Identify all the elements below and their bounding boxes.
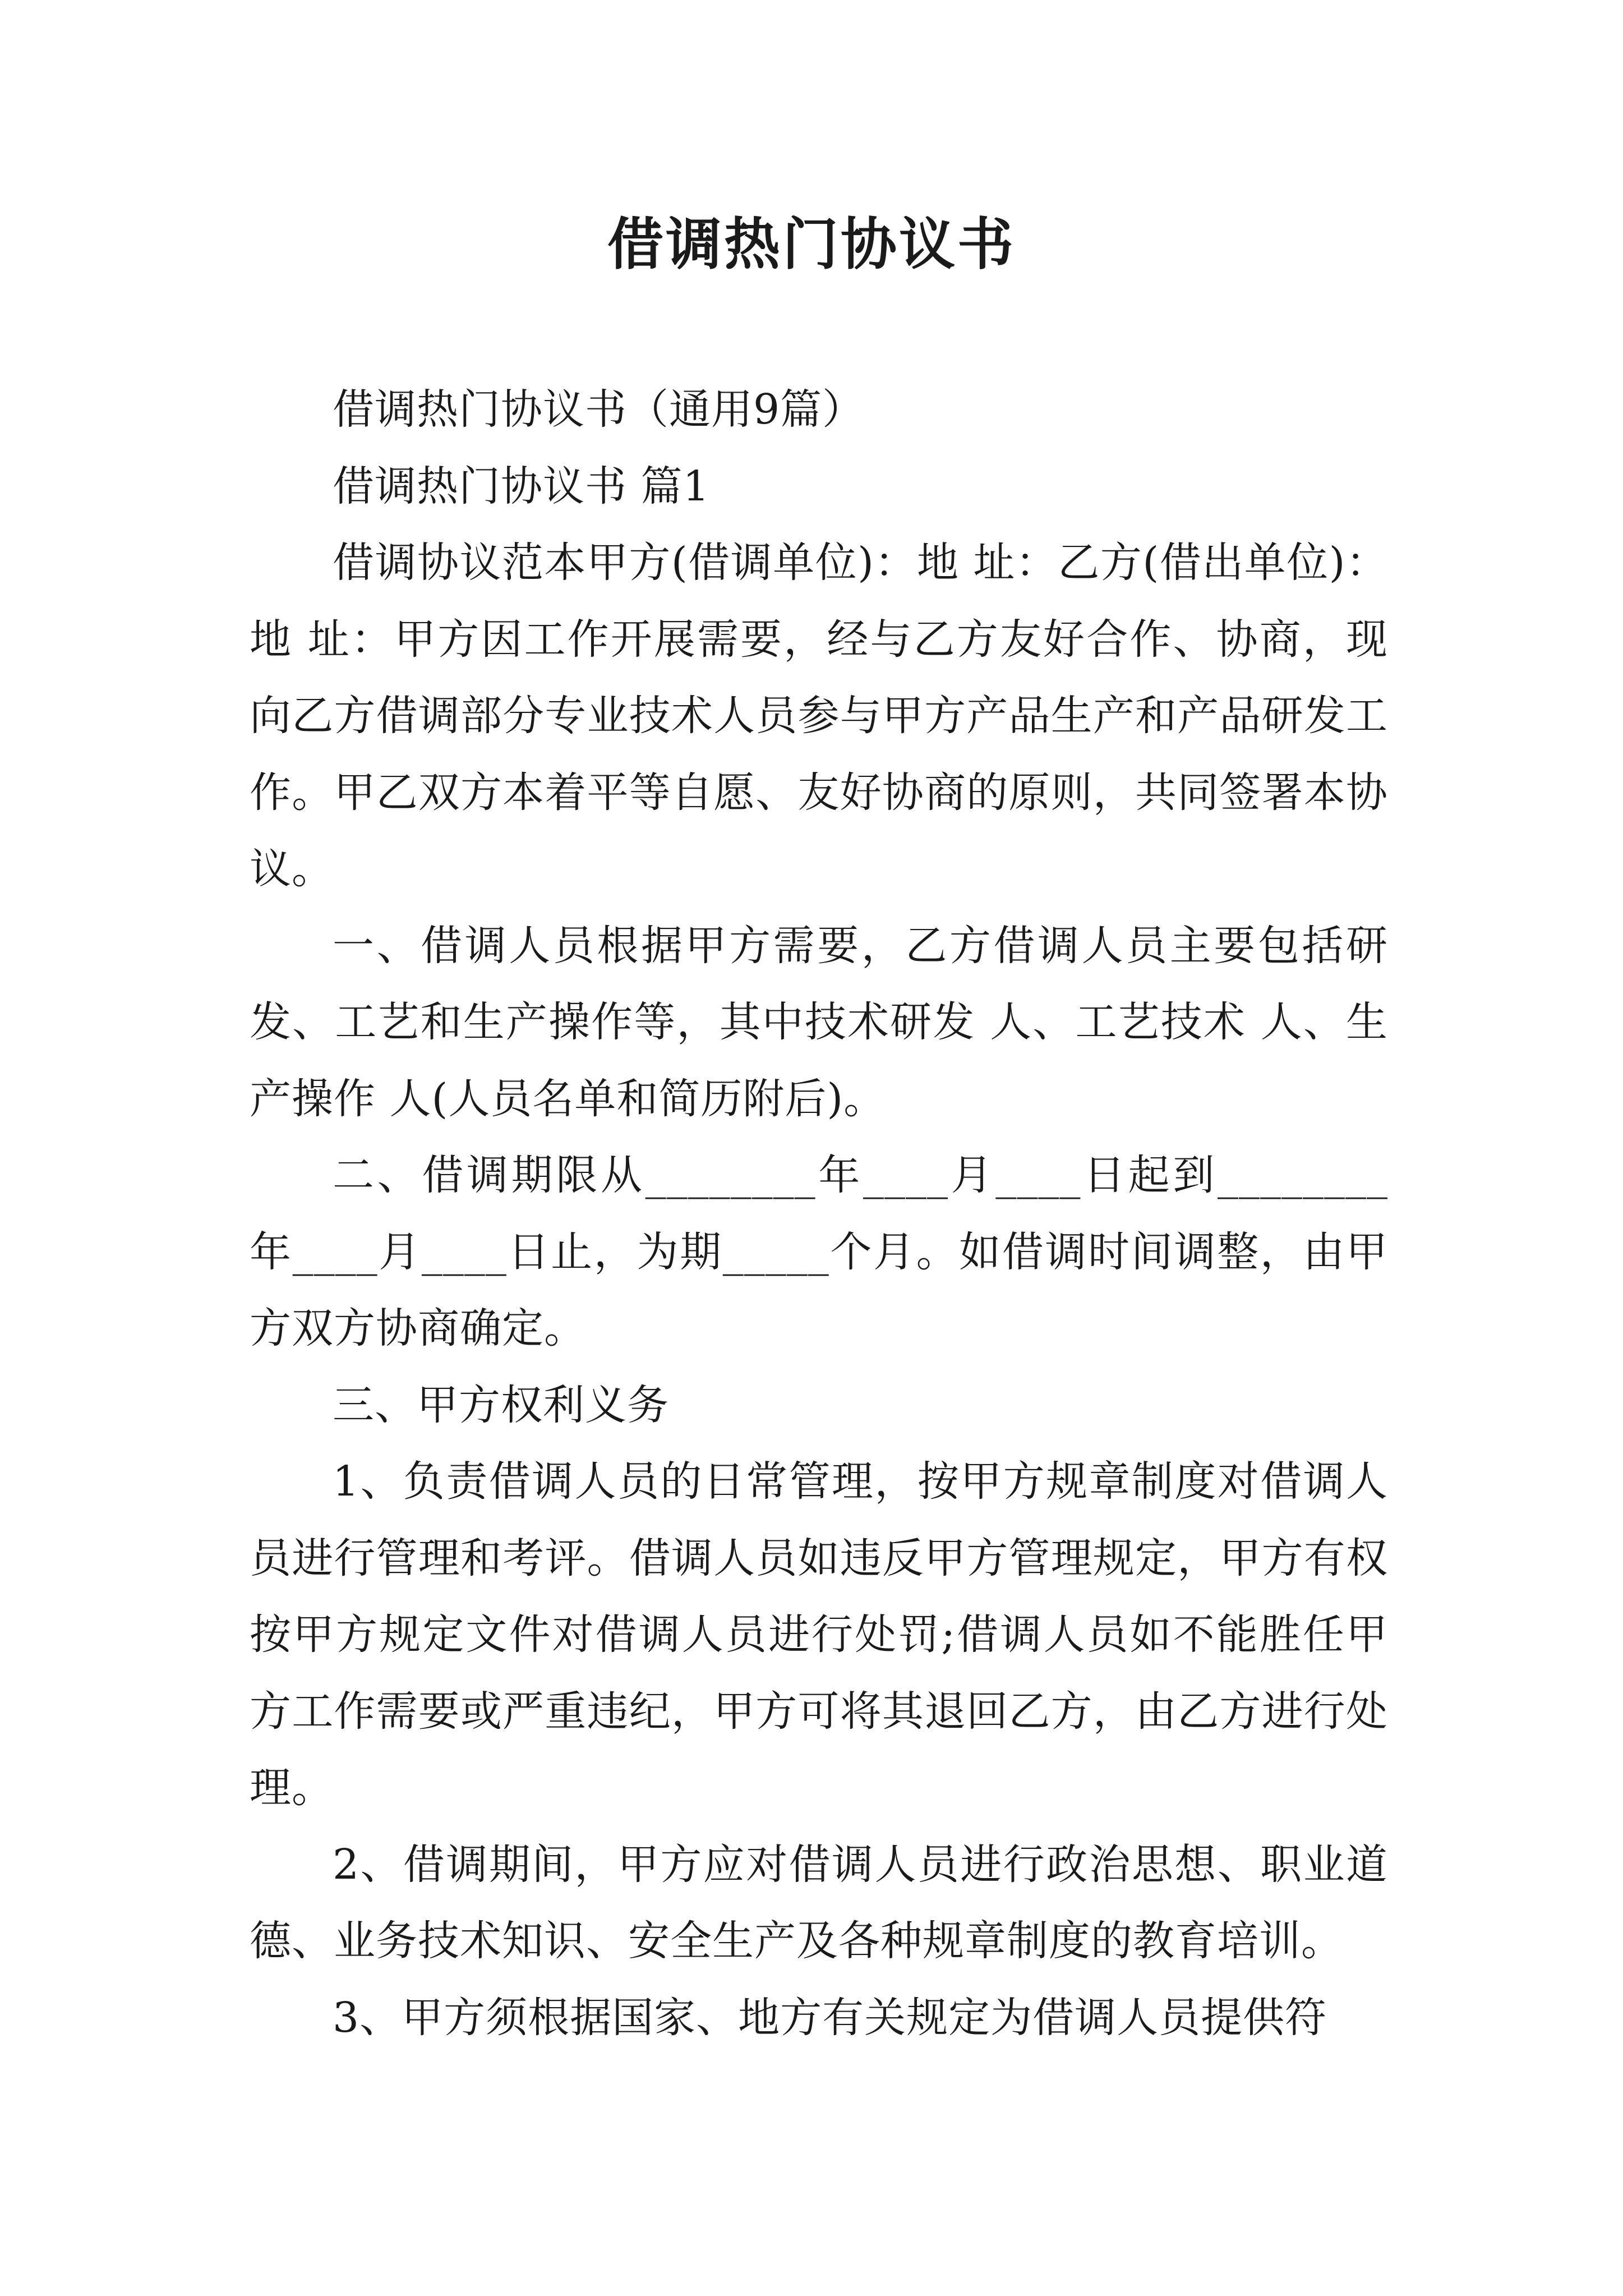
intro-paragraph: 借调协议范本甲方(借调单位)：地 址：乙方(借出单位)：地 址：甲方因工作开展需要，经与乙方友好合作、协商，现向乙方借调部分专业技术人员参与甲方产品生产和产品研发工作。甲乙双方本着平等自愿、友好协商的原则，共同签署本协议。 <box>250 539 1388 893</box>
document-title: 借调热门协议书 <box>607 211 1016 277</box>
item-two-paragraph: 2、借调期间，甲方应对借调人员进行政治思想、职业道德、业务技术知识、安全生产及各种规章制度的教育培训。 <box>250 1840 1388 1965</box>
section-heading: 借调热门协议书 篇1 <box>333 462 710 510</box>
clause-two-paragraph: 二、借调期限从________年____月____日起到________年____月____日止，为期_____个月。如借调时间调整，由甲方双方协商确定。 <box>250 1151 1388 1352</box>
item-one-paragraph: 1、负责借调人员的日常管理，按甲方规章制度对借调人员进行管理和考评。借调人员如违反甲方管理规定，甲方有权按甲方规定文件对借调人员进行处罚;借调人员如不能胜任甲方工作需要或严重违纪，甲方可将其退回乙方，由乙方进行处理。 <box>250 1457 1388 1812</box>
item-three-paragraph: 3、甲方须根据国家、地方有关规定为借调人员提供符 <box>333 1993 1327 2042</box>
subtitle-paragraph: 借调热门协议书（通用9篇） <box>333 385 865 434</box>
clause-one-paragraph: 一、借调人员根据甲方需要，乙方借调人员主要包括研发、工艺和生产操作等，其中技术研发 人、工艺技术 人、生产操作 人(人员名单和简历附后)。 <box>250 921 1388 1123</box>
document-body <box>250 371 1388 2056</box>
clause-three-heading: 三、甲方权利义务 <box>333 1381 669 1429</box>
